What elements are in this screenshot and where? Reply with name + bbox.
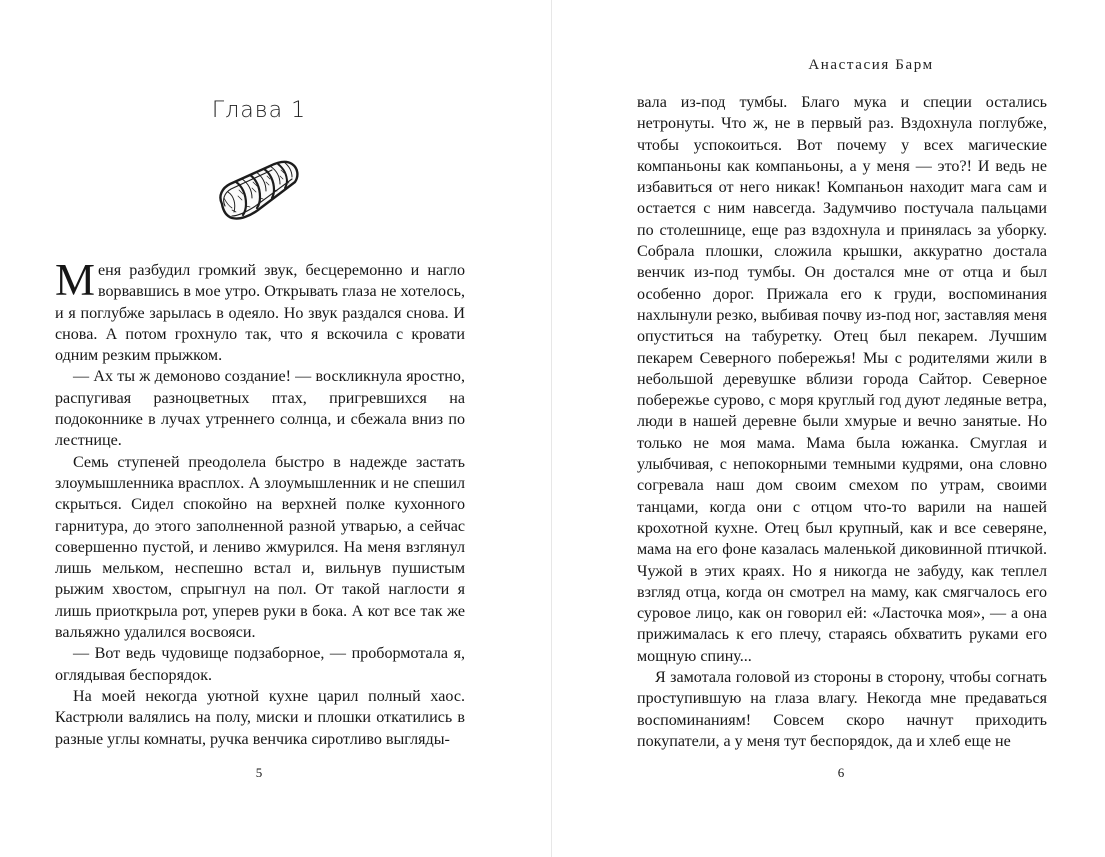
paragraph: — Ах ты ж демоново создание! — воскликнула яростно, распугивая разноцветных птах, пригревшихся на подоконнике в лучах утреннего солнца, и сбежала вниз по лестнице. [55,368,465,450]
page-number: 6 [837,765,845,780]
left-page [0,0,552,857]
paragraph: На моей некогда уютной кухне царил полный хаос. Кастрюли валялись на полу, миски и плошки откатились в разные углы комнаты, ручка венчика сиротливо выгляды- [55,687,465,748]
left-page-text [55,255,465,750]
right-page [552,0,1104,857]
croissant-illustration-icon [212,152,306,228]
chapter-title: Глава 1 [211,98,307,123]
paragraph [55,255,465,366]
drop-cap: М [55,255,96,305]
paragraph: Семь ступеней преодолела быстро в надежде застать злоумышленника врасплох. А злоумышленник и не спешил скрыться. Сидел спокойно на верхней полке кухонного гарнитура, до этого заполненной разной утварью, а сейчас совершенно пустой, и лениво жмурился. На меня взглянул лишь мельком, неспешно встал и, вильнув пушистым рыжим хвостом, спрыгнул на пол. От такой наглости я лишь приоткрыла рот, уперев руки в бока. А кот все так же вальяжно удалился восвояси. [55,453,465,642]
paragraph: вала из-под тумбы. Благо мука и специи остались нетронуты. Что ж, не в первый раз. Вздохнула поглубже, чтобы успокоиться. Вот почему у всех магические компаньоны как компаньоны, а у меня — это?! И ведь не избавиться от него никак! Компаньон находит мага сам и остается с ним навсегда. Задумчиво постучала пальцами по столешнице, еще раз вздохнула и принялась за уборку. Собрала плошки, сложила крышки, аккуратно достала венчик из-под тумбы. Он достался мне от отца и был особенно дорог. Прижала его к груди, воспоминания нахлынули резко, выбивая почву из-под ног, заставляя меня опуститься на табуретку. Отец был пекарем. Лучшим пекарем Северного побережья! Мы с родителями жили в небольшой деревушке вблизи города Сайтор. Северное побережье сурово, с моря круглый год дуют ледяные ветра, люди в нашей деревне были хмурые и вечно занятые. Но только не моя мама. Мама была южанка. Смуглая и улыбчивая, с непокорными темными кудрями, она словно согревала наш дом своим смехом по утрам, своими танцами, когда они с отцом что-то варили на нашей крохотной кухне. Отец был крупный, как и все северяне, мама на его фоне казалась маленькой диковинной птичкой. Чужой в этих краях. Но я никогда не забуду, как теплел взгляд отца, когда он смотрел на маму, как смягчалось его суровое лицо, как он говорил ей: «Ласточка моя», — а она прижималась к его плечу, стараясь обхватить руками его мощную спину... [637,94,1047,665]
paragraph: Я замотала головой из стороны в сторону, чтобы согнать проступившую на глаза влагу. Некогда мне предаваться воспоминаниям! Совсем скоро начнут приходить покупатели, а у меня тут беспорядок, да и хлеб еще не [637,669,1047,750]
paragraph: — Вот ведь чудовище подзаборное, — пробормотала я, оглядывая беспорядок. [55,645,465,684]
paragraph-text: еня разбудил громкий звук, бесцеремонно и нагло ворвавшись в мое утро. Открывать глаза не хотелось, и я поглубже зарылась в одеяло. Но звук раздался снова. И снова. А потом грохнуло так, что я вскочила с кровати одним резким прыжком. [55,262,465,365]
page-number: 5 [255,765,263,780]
running-head-author: Анастасия Барм [808,57,934,73]
right-page-text [637,92,1047,752]
